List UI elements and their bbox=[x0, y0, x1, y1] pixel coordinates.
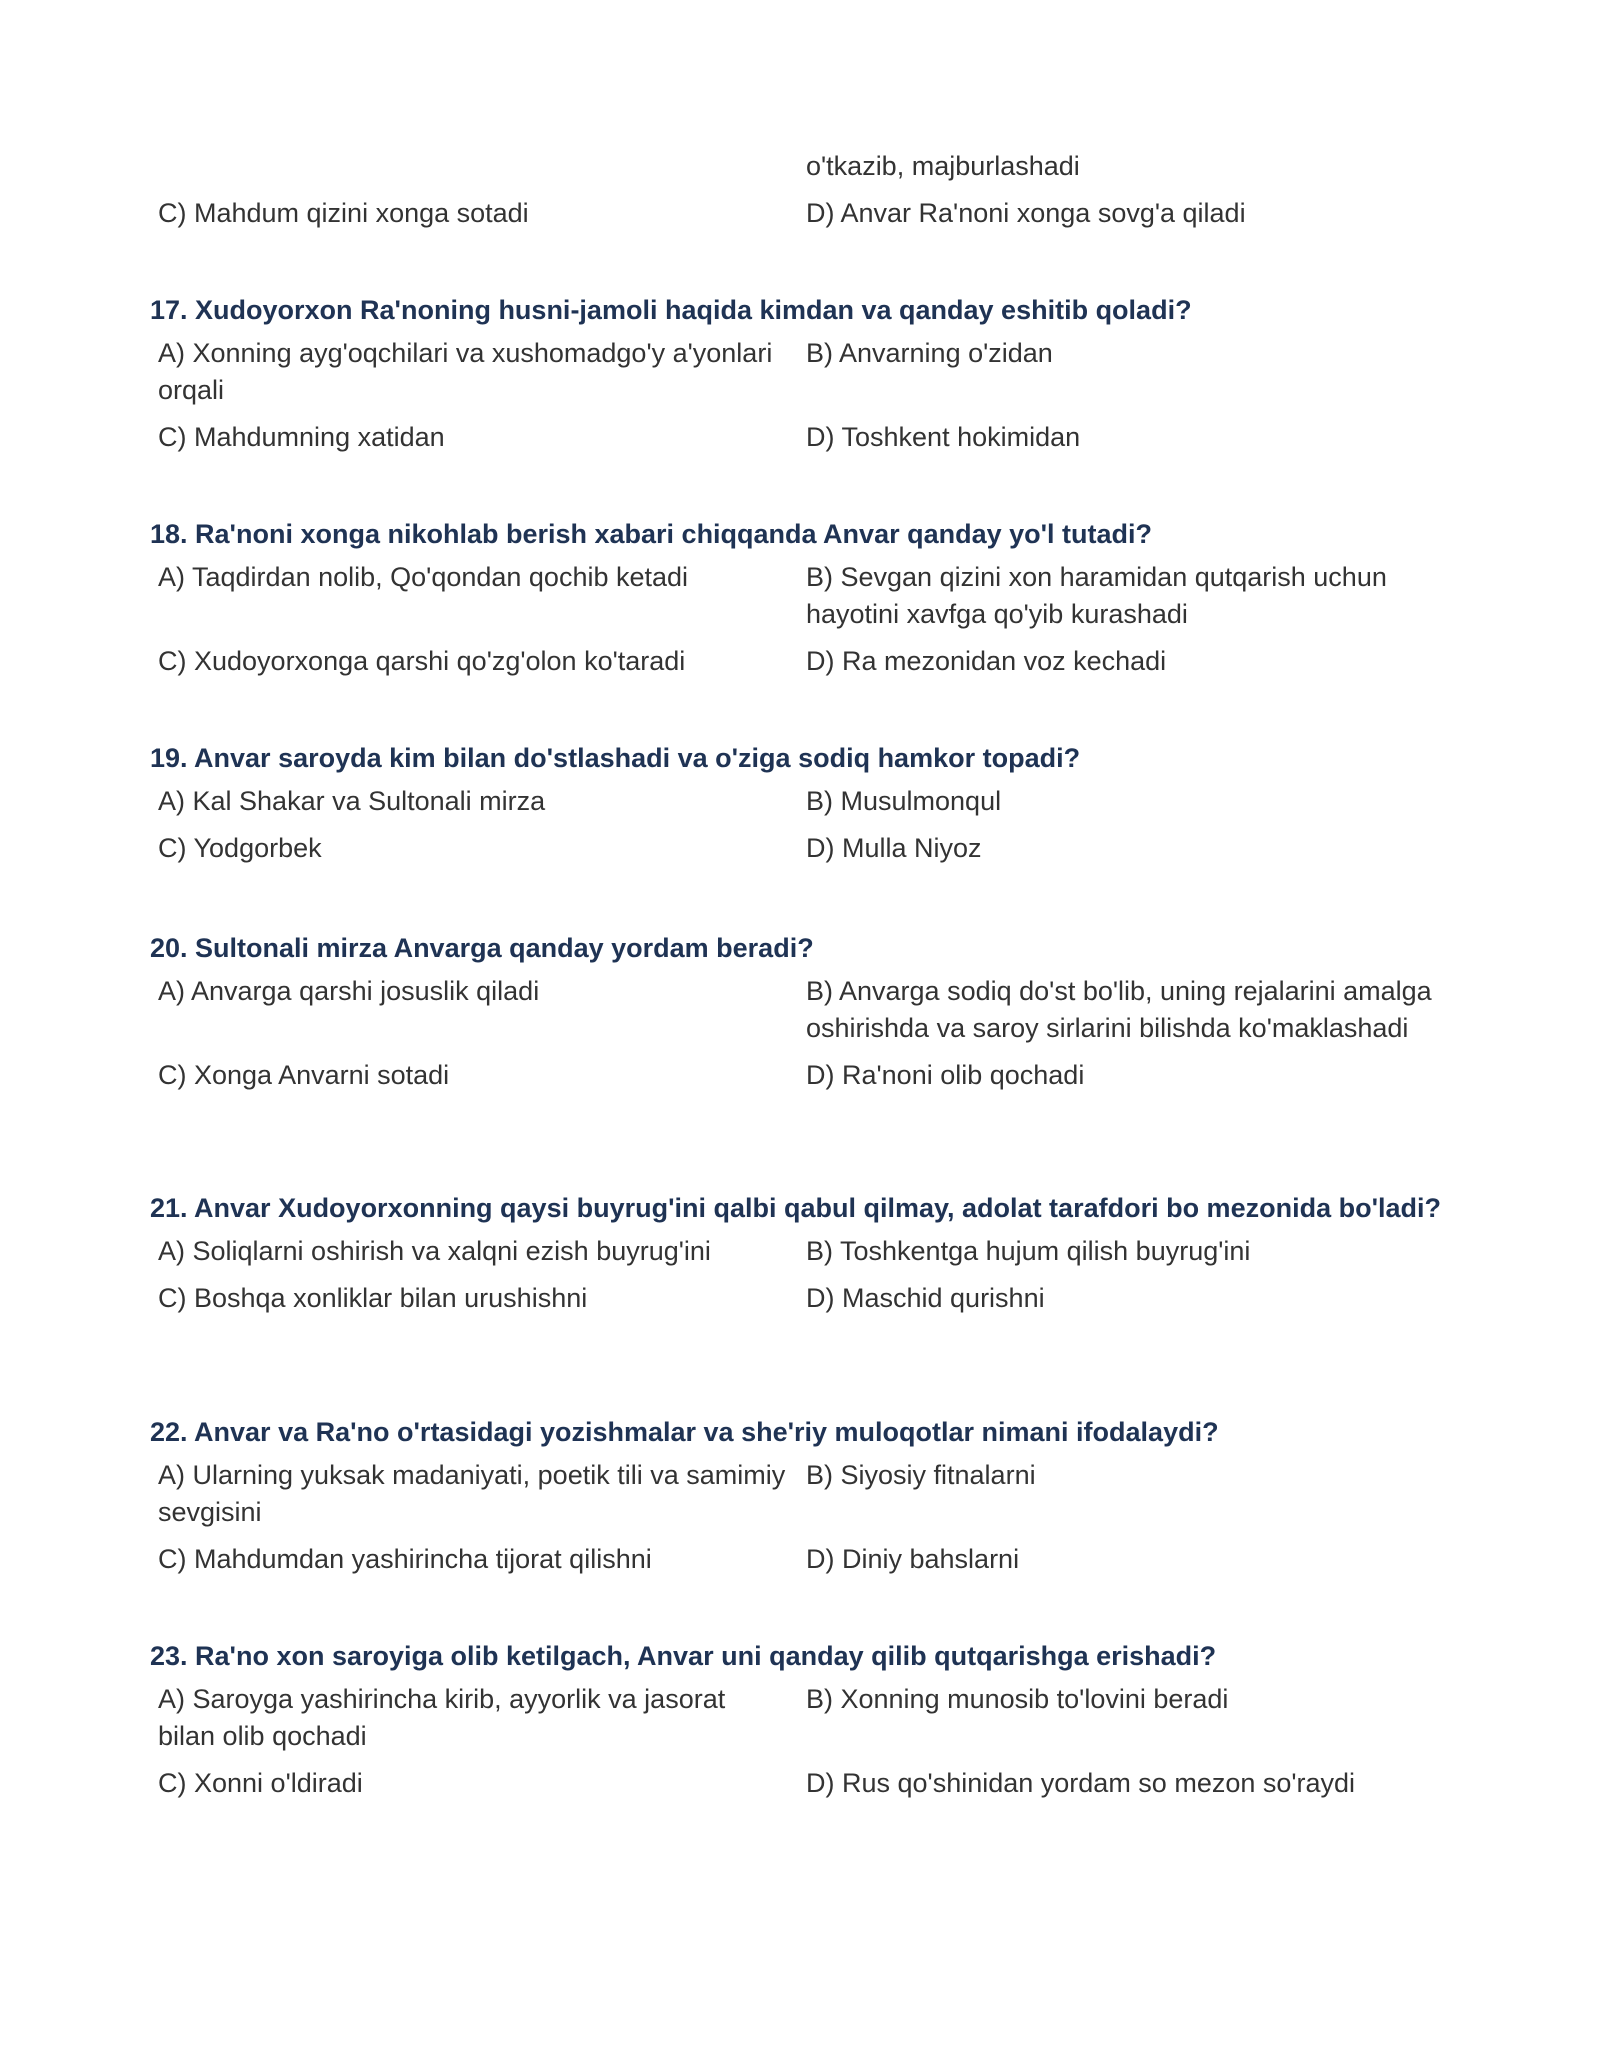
option-c: C) Xonga Anvarni sotadi bbox=[158, 1060, 450, 1090]
option-a: A) Ularning yuksak madaniyati, poetik tili va samimiy sevgisini bbox=[158, 1460, 786, 1527]
question-title: 17. Xudoyorxon Ra'noning husni-jamoli haqida kimdan va qanday eshitib qoladi? bbox=[150, 295, 1192, 325]
question-title: 23. Ra'no xon saroyiga olib ketilgach, Anvar uni qanday qilib qutqarishga erishadi? bbox=[150, 1641, 1217, 1671]
option-b: B) Toshkentga hujum qilish buyrug'ini bbox=[806, 1236, 1251, 1266]
question-18 bbox=[150, 516, 1450, 680]
question-20 bbox=[150, 930, 1450, 1094]
question-21 bbox=[150, 1190, 1450, 1317]
question-title: 21. Anvar Xudoyorxonning qaysi buyrug'ini qalbi qabul qilmay, adolat tarafdori bo mezonida bo'ladi? bbox=[150, 1193, 1441, 1223]
option-a: A) Soliqlarni oshirish va xalqni ezish buyrug'ini bbox=[158, 1236, 711, 1266]
question-22 bbox=[150, 1414, 1450, 1578]
option-b: B) Sevgan qizini xon haramidan qutqarish uchun hayotini xavfga qo'yib kurashadi bbox=[806, 562, 1387, 629]
question-title: 19. Anvar saroyda kim bilan do'stlashadi va o'ziga sodiq hamkor topadi? bbox=[150, 743, 1081, 773]
option-b: B) Siyosiy fitnalarni bbox=[806, 1460, 1036, 1490]
option-a: A) Taqdirdan nolib, Qo'qondan qochib ketadi bbox=[158, 562, 689, 592]
option-a: A) Kal Shakar va Sultonali mirza bbox=[158, 786, 546, 816]
option-a: A) Anvarga qarshi josuslik qiladi bbox=[158, 976, 540, 1006]
option-c: C) Mahdumdan yashirincha tijorat qilishni bbox=[158, 1544, 652, 1574]
option-d: D) Mulla Niyoz bbox=[806, 833, 982, 863]
option-b: B) Anvarning o'zidan bbox=[806, 338, 1053, 368]
option-a: A) Xonning ayg'oqchilari va xushomadgo'y a'yonlari orqali bbox=[158, 338, 773, 405]
option-d: D) Ra'noni olib qochadi bbox=[806, 1060, 1085, 1090]
option-c: C) Xudoyorxonga qarshi qo'zg'olon ko'taradi bbox=[158, 646, 686, 676]
question-title: 20. Sultonali mirza Anvarga qanday yordam beradi? bbox=[150, 933, 814, 963]
option-d: D) Maschid qurishni bbox=[806, 1283, 1045, 1313]
question-title: 18. Ra'noni xonga nikohlab berish xabari chiqqanda Anvar qanday yo'l tutadi? bbox=[150, 519, 1153, 549]
option-c: C) Yodgorbek bbox=[158, 833, 322, 863]
option-c: C) Xonni o'ldiradi bbox=[158, 1768, 363, 1798]
option-c: C) Boshqa xonliklar bilan urushishni bbox=[158, 1283, 588, 1313]
question-title: 22. Anvar va Ra'no o'rtasidagi yozishmalar va she'riy muloqotlar nimani ifodalaydi? bbox=[150, 1417, 1219, 1447]
option-d: D) Diniy bahslarni bbox=[806, 1544, 1020, 1574]
option-c: C) Mahdumning xatidan bbox=[158, 422, 445, 452]
carryover-options bbox=[150, 148, 1450, 232]
question-19 bbox=[150, 740, 1450, 867]
option-d: D) Toshkent hokimidan bbox=[806, 422, 1081, 452]
option-d: D) Anvar Ra'noni xonga sovg'a qiladi bbox=[806, 198, 1246, 228]
question-23 bbox=[150, 1638, 1450, 1802]
option-c: C) Mahdum qizini xonga sotadi bbox=[158, 198, 529, 228]
option-a: A) Saroyga yashirincha kirib, ayyorlik va jasorat bilan olib qochadi bbox=[158, 1684, 726, 1751]
option-b-continuation: o'tkazib, majburlashadi bbox=[806, 151, 1080, 181]
option-b: B) Anvarga sodiq do'st bo'lib, uning rejalarini amalga oshirishda va saroy sirlarini bilishda ko'maklashadi bbox=[806, 976, 1432, 1043]
option-b: B) Xonning munosib to'lovini beradi bbox=[806, 1684, 1229, 1714]
option-d: D) Ra mezonidan voz kechadi bbox=[806, 646, 1167, 676]
option-d: D) Rus qo'shinidan yordam so mezon so'raydi bbox=[806, 1768, 1356, 1798]
option-a-continuation bbox=[150, 148, 800, 185]
question-17 bbox=[150, 292, 1450, 456]
option-b: B) Musulmonqul bbox=[806, 786, 1002, 816]
